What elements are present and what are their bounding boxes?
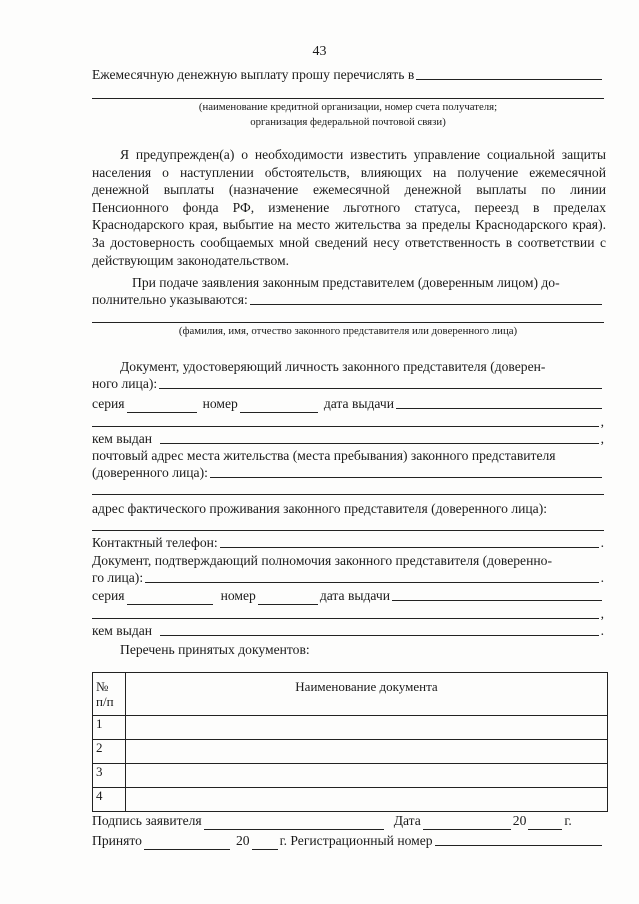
identity-date-label: дата выдачи [323, 396, 395, 411]
row-document-cell[interactable] [126, 788, 608, 812]
actual-address-label: адрес фактического проживания законного представителя (доверенного лица): [92, 501, 547, 516]
signature-date-field[interactable] [423, 816, 511, 830]
authority-date-field[interactable] [392, 587, 602, 601]
representative-line-1: При подаче заявления законным представителем (доверенным лицом) до- [132, 275, 560, 290]
authority-doc-line-2-row [92, 569, 604, 586]
representative-line-2-row [92, 291, 604, 308]
authority-series-field[interactable] [127, 591, 213, 605]
authority-issued-label: кем выдан [92, 623, 153, 638]
authority-extra-row [92, 605, 604, 622]
identity-doc-line-2: ного лица): [92, 376, 158, 391]
authority-doc-line-1: Документ, подтверждающий полномочия законного представителя (доверенно- [92, 553, 552, 568]
signature-label: Подпись заявителя [92, 813, 202, 828]
payment-label: Ежемесячную денежную выплату прошу перечислять в [92, 67, 415, 82]
row-number: 4 [93, 788, 126, 812]
accepted-label: Принято [92, 833, 142, 848]
authority-series-row [92, 587, 604, 604]
identity-series-row [92, 395, 604, 412]
row-document-cell[interactable] [126, 740, 608, 764]
payment-caption-2: организация федеральной почтовой связи) [250, 116, 446, 128]
signature-date-label: Дата [393, 813, 421, 828]
table-row [93, 788, 608, 812]
identity-series-field[interactable] [127, 399, 197, 413]
row-document-cell[interactable] [126, 764, 608, 788]
page-number: 43 [312, 44, 327, 59]
phone-row [92, 534, 604, 551]
row-document-cell[interactable] [126, 716, 608, 740]
accepted-docs-title: Перечень принятых документов: [120, 642, 310, 657]
authority-doc-line-2: го лица): [92, 570, 144, 585]
authority-issued-field[interactable] [160, 622, 599, 636]
authority-doc-dot: . [600, 570, 604, 585]
identity-issued-row [92, 430, 604, 447]
table-row [93, 764, 608, 788]
table-row [93, 740, 608, 764]
signature-row [92, 812, 604, 829]
table-row [93, 716, 608, 740]
identity-extra-field[interactable] [92, 413, 599, 427]
identity-date-field[interactable] [396, 395, 602, 409]
identity-issued-label: кем выдан [92, 431, 153, 446]
payment-field[interactable] [416, 66, 602, 80]
postal-address-field-line-2[interactable] [92, 494, 604, 495]
accepted-row [92, 832, 604, 849]
authority-issued-dot: . [600, 623, 604, 638]
identity-extra-comma: , [600, 414, 604, 429]
table-header-row [93, 673, 608, 716]
authority-date-label: дата выдачи [319, 588, 391, 603]
postal-address-line-2: (доверенного лица): [92, 465, 208, 480]
authority-issued-row [92, 622, 604, 639]
identity-doc-line-1: Документ, удостоверяющий личность законного представителя (доверен- [120, 359, 546, 374]
signature-year-suffix: г. [564, 813, 572, 828]
accepted-reg-label: г. Регистрационный номер [279, 833, 433, 848]
authority-series-label: серия [92, 588, 125, 603]
authority-doc-field[interactable] [145, 569, 598, 583]
payment-line [92, 66, 604, 83]
postal-address-line-1: почтовый адрес места жительства (места пребывания) законного представителя [92, 448, 556, 463]
col-number-header: № п/п [93, 673, 126, 716]
row-number: 1 [93, 716, 126, 740]
representative-caption: (фамилия, имя, отчество законного представителя или доверенного лица) [178, 325, 518, 337]
authority-extra-field[interactable] [92, 605, 599, 619]
accepted-date-field[interactable] [144, 836, 230, 850]
payment-caption-1: (наименование кредитной организации, номер счета получателя; [198, 101, 498, 113]
representative-field-line-2[interactable] [92, 322, 604, 323]
postal-address-field[interactable] [210, 464, 602, 478]
phone-dot: . [600, 535, 604, 550]
row-number: 2 [93, 740, 126, 764]
actual-address-field[interactable] [92, 530, 604, 531]
authority-number-label: номер [220, 588, 256, 603]
identity-doc-field[interactable] [159, 375, 602, 389]
signature-field[interactable] [204, 816, 384, 830]
col-name-header: Наименование документа [126, 673, 608, 716]
identity-issued-comma: , [600, 431, 604, 446]
identity-number-label: номер [202, 396, 238, 411]
identity-extra-row [92, 413, 604, 430]
accepted-century: 20 [235, 833, 250, 848]
identity-number-field[interactable] [240, 399, 318, 413]
phone-label: Контактный телефон: [92, 535, 218, 550]
representative-field[interactable] [250, 291, 602, 305]
signature-century: 20 [512, 813, 527, 828]
postal-address-line-2-row [92, 464, 604, 481]
accepted-year-field[interactable] [252, 836, 278, 850]
signature-year-field[interactable] [528, 816, 562, 830]
warning-paragraph: Я предупрежден(а) о необходимости известить управление социальной защиты населения о наступлении обстоятельств, влияющих на получение ежемесячной денежной выплаты (назначение ежемесячной денежной выплаты по линии Пенсионного фонда РФ, изменение льготного статуса, переезд в пределах Краснодарского края, выбытие на место жительства за пределы Краснодарского края). За достоверность сообщаемых мной сведений несу ответственность в соответствии с действующим законодательством. [92, 147, 606, 268]
payment-field-line-2[interactable] [92, 98, 604, 99]
identity-series-label: серия [92, 396, 125, 411]
identity-issued-field[interactable] [160, 430, 599, 444]
phone-field[interactable] [220, 534, 599, 548]
row-number: 3 [93, 764, 126, 788]
accepted-docs-table [92, 672, 608, 812]
authority-extra-comma: , [600, 606, 604, 621]
registration-number-field[interactable] [435, 832, 602, 846]
representative-line-2: полнительно указываются: [92, 292, 248, 307]
authority-number-field[interactable] [258, 591, 318, 605]
identity-doc-line-2-row [92, 375, 604, 392]
